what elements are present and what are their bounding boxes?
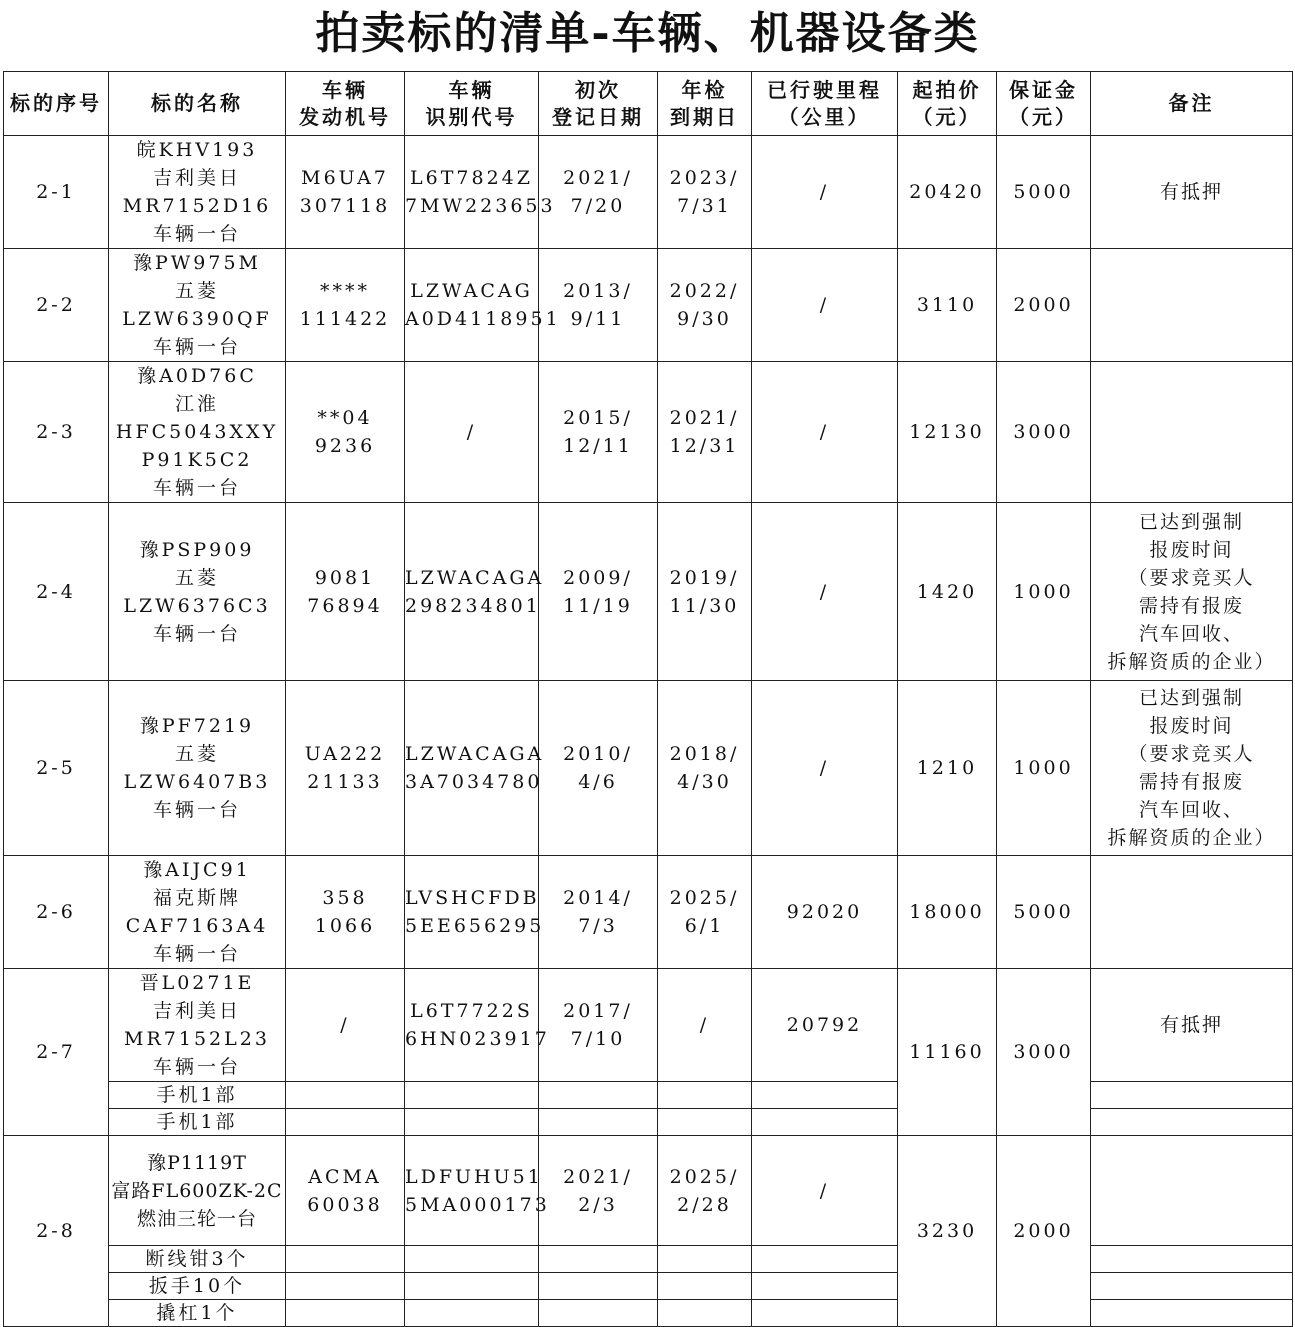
cell-name: 豫PW975M 五菱 LZW6390QF 车辆一台: [109, 249, 286, 362]
table-row: [4, 1136, 1293, 1246]
cell-note: 已达到强制 报废时间 （要求竞买人 需持有报废 汽车回收、 拆解资质的企业）: [1091, 681, 1293, 856]
header-mileage: 已行驶里程 （公里）: [752, 72, 898, 136]
cell-mileage: /: [752, 362, 898, 503]
cell-insp: 2022/ 9/30: [658, 249, 752, 362]
cell-insp: 2018/ 4/30: [658, 681, 752, 856]
cell-seq: 2-8: [4, 1136, 109, 1327]
cell-engine: UA222 21133: [286, 681, 405, 856]
table-row: [4, 503, 1293, 681]
cell-seq: 2-5: [4, 681, 109, 856]
cell-vin: LVSHCFDB 5EE656295: [405, 856, 539, 969]
cell-vin: LZWACAGA 3A7034780: [405, 681, 539, 856]
cell-insp: 2025/ 2/28: [658, 1136, 752, 1246]
cell-item: 断线钳3个: [109, 1246, 286, 1273]
header-note: 备注: [1091, 72, 1293, 136]
cell-mileage: /: [752, 249, 898, 362]
cell-start: 3110: [898, 249, 997, 362]
cell-mileage: /: [752, 136, 898, 249]
cell-reg: 2009/ 11/19: [539, 503, 658, 681]
header-reg: 初次 登记日期: [539, 72, 658, 136]
cell-note: [1091, 362, 1293, 503]
header-seq: 标的序号: [4, 72, 109, 136]
cell-insp: 2025/ 6/1: [658, 856, 752, 969]
cell-deposit: 1000: [997, 681, 1091, 856]
cell-mileage: 20792: [752, 969, 898, 1082]
cell-reg: 2010/ 4/6: [539, 681, 658, 856]
cell-note: [1091, 1136, 1293, 1246]
cell-mileage: /: [752, 681, 898, 856]
cell-mileage: /: [752, 503, 898, 681]
header-name: 标的名称: [109, 72, 286, 136]
table-row: [4, 681, 1293, 856]
header-row: [4, 72, 1293, 136]
cell-reg: 2013/ 9/11: [539, 249, 658, 362]
cell-insp: 2019/ 11/30: [658, 503, 752, 681]
cell-mileage: 92020: [752, 856, 898, 969]
cell-start: 20420: [898, 136, 997, 249]
cell-name: 豫PSP909 五菱 LZW6376C3 车辆一台: [109, 503, 286, 681]
cell-reg: 2021/ 2/3: [539, 1136, 658, 1246]
header-insp: 年检 到期日: [658, 72, 752, 136]
header-engine: 车辆 发动机号: [286, 72, 405, 136]
cell-seq: 2-6: [4, 856, 109, 969]
cell-start: 1420: [898, 503, 997, 681]
cell-item: 撬杠1个: [109, 1300, 286, 1327]
cell-deposit: 5000: [997, 136, 1091, 249]
cell-name: 皖KHV193 吉利美日 MR7152D16 车辆一台: [109, 136, 286, 249]
cell-start: 3230: [898, 1136, 997, 1327]
table-row: [4, 969, 1293, 1082]
table-subrow: [4, 1082, 1293, 1109]
cell-deposit: 2000: [997, 249, 1091, 362]
cell-engine: M6UA7 307118: [286, 136, 405, 249]
cell-name: 晋L0271E 吉利美日 MR7152L23 车辆一台: [109, 969, 286, 1082]
cell-note: 有抵押: [1091, 969, 1293, 1082]
cell-reg: 2017/ 7/10: [539, 969, 658, 1082]
cell-engine: /: [286, 969, 405, 1082]
cell-reg: 2014/ 7/3: [539, 856, 658, 969]
cell-engine: ACMA 60038: [286, 1136, 405, 1246]
cell-start: 1210: [898, 681, 997, 856]
cell-item: 手机1部: [109, 1082, 286, 1109]
cell-engine: 358 1066: [286, 856, 405, 969]
table-subrow: [4, 1109, 1293, 1136]
table-row: [4, 136, 1293, 249]
cell-seq: 2-1: [4, 136, 109, 249]
cell-deposit: 1000: [997, 503, 1091, 681]
table-row: [4, 362, 1293, 503]
cell-seq: 2-4: [4, 503, 109, 681]
header-vin: 车辆 识别代号: [405, 72, 539, 136]
cell-mileage: /: [752, 1136, 898, 1246]
cell-seq: 2-7: [4, 969, 109, 1136]
cell-vin: LDFUHU51 5MA000173: [405, 1136, 539, 1246]
cell-deposit: 5000: [997, 856, 1091, 969]
cell-engine: 9081 76894: [286, 503, 405, 681]
header-start: 起拍价 （元）: [898, 72, 997, 136]
cell-note: [1091, 249, 1293, 362]
header-deposit: 保证金 （元）: [997, 72, 1091, 136]
cell-name: 豫AIJC91 福克斯牌 CAF7163A4 车辆一台: [109, 856, 286, 969]
cell-engine: **04 9236: [286, 362, 405, 503]
cell-name: 豫PF7219 五菱 LZW6407B3 车辆一台: [109, 681, 286, 856]
cell-insp: 2021/ 12/31: [658, 362, 752, 503]
table-row: [4, 856, 1293, 969]
cell-start: 12130: [898, 362, 997, 503]
cell-reg: 2021/ 7/20: [539, 136, 658, 249]
cell-engine: **** 111422: [286, 249, 405, 362]
cell-note: [1091, 856, 1293, 969]
cell-vin: L6T7824Z 7MW223653: [405, 136, 539, 249]
cell-note: 已达到强制 报废时间 （要求竞买人 需持有报废 汽车回收、 拆解资质的企业）: [1091, 503, 1293, 681]
cell-deposit: 3000: [997, 969, 1091, 1136]
cell-vin: L6T7722S 6HN023917: [405, 969, 539, 1082]
cell-seq: 2-2: [4, 249, 109, 362]
cell-name: 豫A0D76C 江淮 HFC5043XXY P91K5C2 车辆一台: [109, 362, 286, 503]
table-subrow: [4, 1300, 1293, 1327]
table-subrow: [4, 1246, 1293, 1273]
cell-insp: 2023/ 7/31: [658, 136, 752, 249]
cell-name: 豫P1119T 富路FL600ZK-2C 燃油三轮一台: [109, 1136, 286, 1246]
cell-vin: LZWACAGA 298234801: [405, 503, 539, 681]
cell-item: 扳手10个: [109, 1273, 286, 1300]
cell-insp: /: [658, 969, 752, 1082]
page-title: 拍卖标的清单-车辆、机器设备类: [315, 8, 980, 59]
cell-item: 手机1部: [109, 1109, 286, 1136]
cell-deposit: 3000: [997, 362, 1091, 503]
cell-vin: /: [405, 362, 539, 503]
auction-table: [3, 71, 1293, 1327]
cell-vin: LZWACAG A0D4118951: [405, 249, 539, 362]
cell-seq: 2-3: [4, 362, 109, 503]
table-row: [4, 249, 1293, 362]
cell-reg: 2015/ 12/11: [539, 362, 658, 503]
cell-start: 18000: [898, 856, 997, 969]
cell-deposit: 2000: [997, 1136, 1091, 1327]
cell-note: 有抵押: [1091, 136, 1293, 249]
cell-start: 11160: [898, 969, 997, 1136]
table-subrow: [4, 1273, 1293, 1300]
